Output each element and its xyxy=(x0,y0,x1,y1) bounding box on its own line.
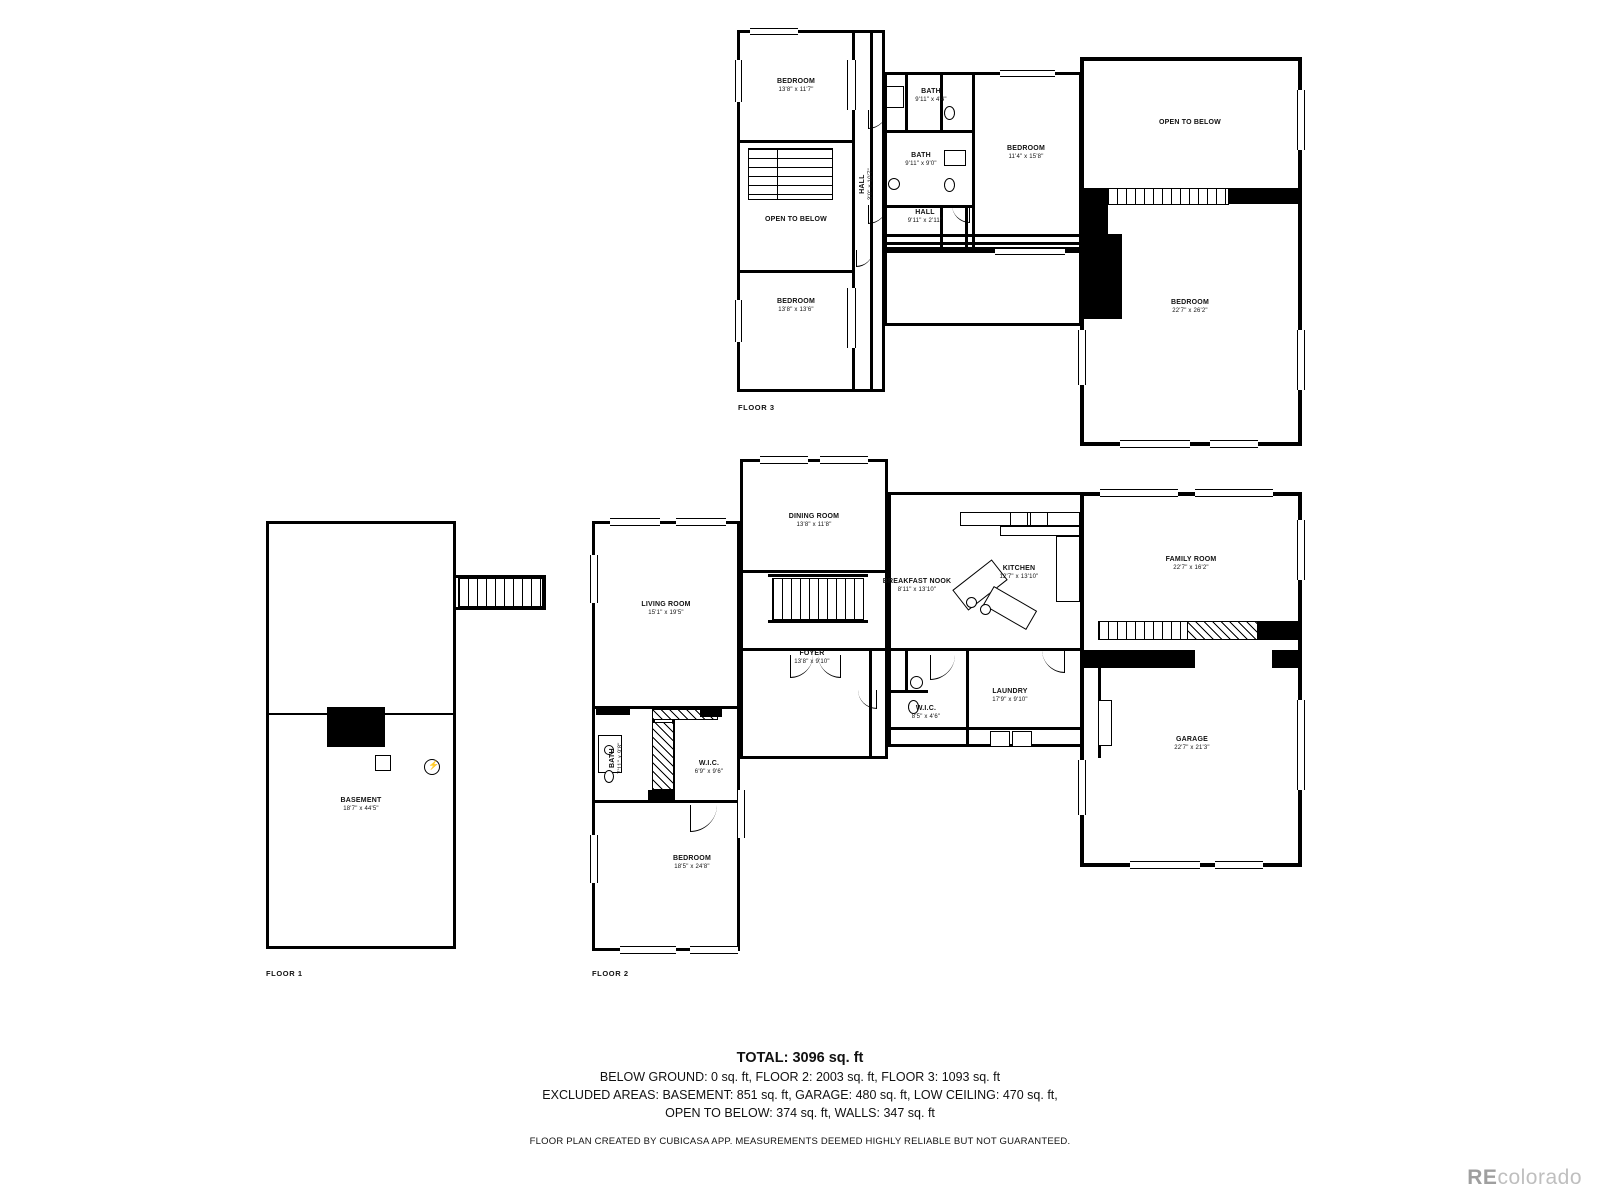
window xyxy=(610,518,660,526)
room-label: LAUNDRY 17'9" x 9'10" xyxy=(992,688,1028,703)
wall xyxy=(456,607,546,610)
solid-mass xyxy=(1080,650,1195,668)
room-label: OPEN TO BELOW xyxy=(765,216,827,223)
room-label: BATH 9'11" x 9'0" xyxy=(905,152,937,167)
toilet-fixture xyxy=(944,106,955,120)
wall xyxy=(737,270,855,273)
total-area: TOTAL: 3096 sq. ft xyxy=(736,1050,864,1066)
room-label: LIVING ROOM 15'1" x 19'5" xyxy=(641,601,691,616)
floor-caption: FLOOR 3 xyxy=(738,403,775,412)
room-label: OPEN TO BELOW xyxy=(1159,119,1221,126)
floor2-right-block xyxy=(1080,492,1302,867)
floor-caption: FLOOR 2 xyxy=(592,969,629,978)
room-label: GARAGE 22'7" x 21'3" xyxy=(1174,736,1210,751)
recolorado-logo: REcolorado xyxy=(1467,1166,1582,1189)
window xyxy=(995,248,1065,255)
dryer xyxy=(1012,731,1032,747)
solid-mass xyxy=(1272,650,1302,668)
counter xyxy=(1000,526,1080,536)
stair-run xyxy=(748,148,778,200)
window xyxy=(847,60,856,110)
stair-run xyxy=(1098,621,1188,640)
window xyxy=(1195,489,1273,497)
recolorado-logo-text: colorado xyxy=(1497,1166,1582,1189)
wall xyxy=(888,540,891,650)
room-label: DINING ROOM 13'8" x 11'8" xyxy=(788,513,840,528)
wall xyxy=(768,620,868,623)
window xyxy=(737,790,745,838)
burner-icon xyxy=(966,597,977,608)
wall xyxy=(740,459,743,759)
window xyxy=(760,456,808,464)
solid-mass xyxy=(700,706,722,717)
solid-mass xyxy=(596,706,630,715)
sink xyxy=(1030,512,1048,526)
credit-text: FLOOR PLAN CREATED BY CUBICASA APP. MEASUREMENTS DEEMED HIGHLY RELIABLE BUT NOT GUARANTEED. xyxy=(529,1136,1071,1147)
stair-run xyxy=(458,578,543,607)
window xyxy=(1297,520,1305,580)
stair-run xyxy=(772,578,864,620)
room-label: BEDROOM 18'5" x 24'8" xyxy=(673,855,711,870)
utility-box xyxy=(375,755,391,771)
wall xyxy=(884,130,974,133)
window xyxy=(1120,440,1190,448)
toilet-fixture xyxy=(944,178,955,192)
solid-mass xyxy=(1228,188,1302,204)
room-label: W.I.C. 6'9" x 9'6" xyxy=(694,760,724,775)
room-label: FAMILY ROOM 22'7" x 16'2" xyxy=(1165,556,1217,571)
window xyxy=(1297,90,1305,150)
window xyxy=(1078,330,1086,385)
window xyxy=(820,456,868,464)
room-label: FOYER 13'8" x 9'10" xyxy=(794,650,830,665)
room-label: KITCHEN 12'7" x 13'10" xyxy=(999,565,1039,580)
window xyxy=(847,288,856,348)
wall xyxy=(740,570,888,573)
window xyxy=(735,300,742,342)
solid-mass xyxy=(1080,204,1108,319)
wall xyxy=(768,574,868,577)
window xyxy=(735,60,742,102)
window xyxy=(1297,700,1305,790)
burner-icon xyxy=(980,604,991,615)
solid-mass xyxy=(1258,621,1302,640)
room-label: BATH 7'11" x 9'8" xyxy=(608,742,624,774)
room-label: HALL 9'11" x 2'11" xyxy=(907,209,943,224)
window xyxy=(1000,70,1055,77)
wall xyxy=(905,651,908,691)
window xyxy=(590,555,598,603)
wall xyxy=(543,575,546,610)
window xyxy=(1100,489,1178,497)
room-label: BEDROOM 13'8" x 13'6" xyxy=(777,298,815,313)
window xyxy=(620,946,676,954)
room-label: BEDROOM 22'7" x 26'2" xyxy=(1171,299,1209,314)
stair-run xyxy=(1107,188,1229,205)
wall xyxy=(884,234,1082,237)
room-label: BREAKFAST NOOK 8'11" x 13'10" xyxy=(882,578,952,593)
window xyxy=(1210,440,1258,448)
room-label: HALL 3'0" x 10'7" xyxy=(858,168,874,201)
floor3-center-lower xyxy=(884,250,1082,326)
room-label: BASEMENT 18'7" x 44'5" xyxy=(340,797,382,812)
bolt-icon: ⚡ xyxy=(428,760,440,770)
window xyxy=(676,518,726,526)
window xyxy=(1078,760,1086,815)
solid-mass xyxy=(648,790,674,800)
floor-caption: FLOOR 1 xyxy=(266,969,303,978)
solid-mass xyxy=(327,707,385,747)
wall xyxy=(737,140,855,143)
wall xyxy=(888,727,1083,730)
washer xyxy=(990,731,1010,747)
window xyxy=(1297,330,1305,390)
wall xyxy=(888,690,928,693)
wall xyxy=(884,242,1082,245)
window xyxy=(750,28,798,35)
room-label: BEDROOM 13'8" x 11'7" xyxy=(777,78,815,93)
area-breakdown-line-3: OPEN TO BELOW: 374 sq. ft, WALLS: 347 sq. ft xyxy=(665,1106,935,1120)
window xyxy=(590,835,598,883)
closet-hatch xyxy=(1186,621,1258,640)
sink-fixture xyxy=(910,676,923,689)
room-label: W.I.C. 8'5" x 4'6" xyxy=(911,705,941,720)
room-label: BATH 9'11" x 4'4" xyxy=(915,88,947,103)
sink-fixture xyxy=(888,178,900,190)
window xyxy=(1130,861,1200,869)
area-breakdown-line-2: EXCLUDED AREAS: BASEMENT: 851 sq. ft, GARAGE: 480 sq. ft, LOW CEILING: 470 sq. ft, xyxy=(542,1088,1058,1102)
window xyxy=(1215,861,1263,869)
closet-hatch xyxy=(652,722,674,790)
cooktop xyxy=(1010,512,1028,526)
room-label: BEDROOM 11'4" x 15'8" xyxy=(1007,145,1045,160)
area-breakdown-line-1: BELOW GROUND: 0 sq. ft, FLOOR 2: 2003 sq. ft, FLOOR 3: 1093 sq. ft xyxy=(599,1070,1001,1084)
solid-mass xyxy=(1108,234,1122,319)
wall xyxy=(592,800,740,803)
window xyxy=(690,946,738,954)
step xyxy=(1098,700,1112,746)
